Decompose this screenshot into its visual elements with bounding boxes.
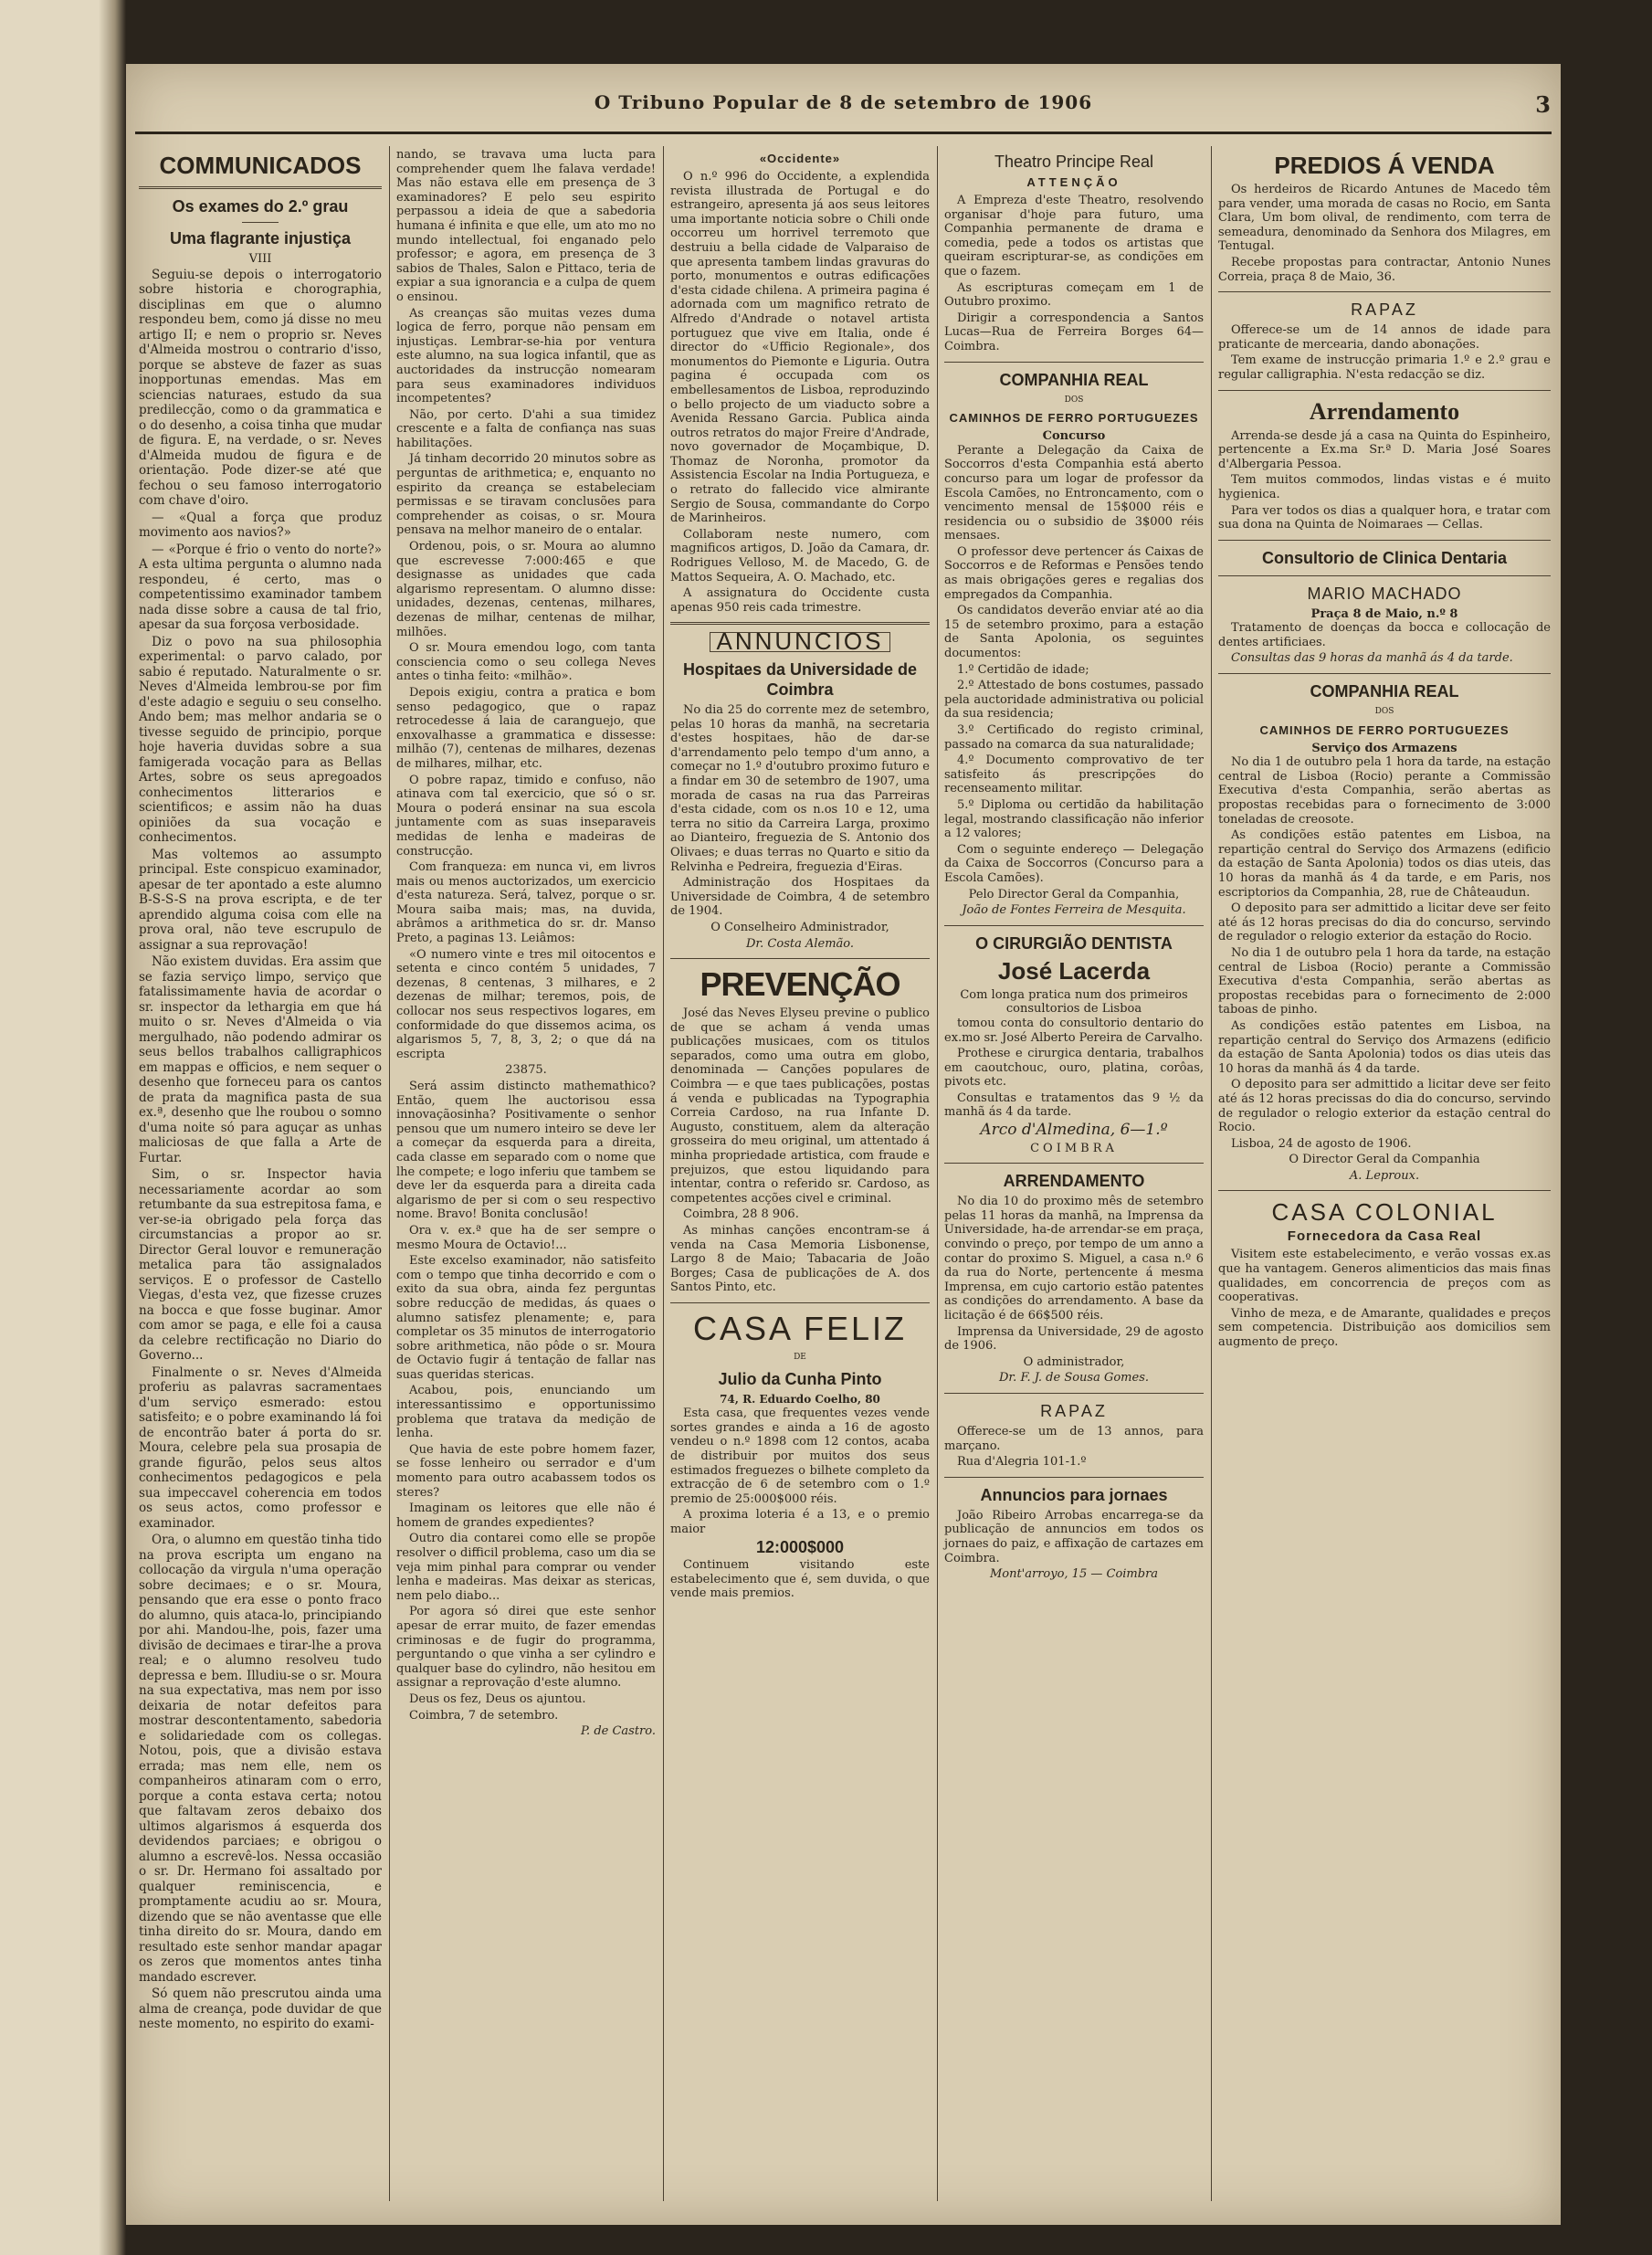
paragraph: As creanças são muitas vezes duma logica de ferro, porque não pensam em injustiças. Lembrar-se-hia por ventura este alumno, na sua logica infantil, que as auctoridades da instrucção nomearam para seus examinadores individuos incompetentes? xyxy=(396,306,656,406)
paragraph: A Empreza d'este Theatro, resolvendo organisar d'hoje para futuro, uma Companhia permanente de drama e comedia, pede a todos os artistas que queiram escripturar-se, as condições em que o fazem. xyxy=(944,194,1204,279)
page-number: 3 xyxy=(1535,91,1552,118)
paragraph: As condições estão patentes em Lisboa, na repartição central do Serviço dos Armazens (edificio da estação de Santa Apolonia) todos os dias uteis das 10 horas da manhã ás 4 da tarde. xyxy=(1218,1018,1551,1076)
paragraph: As escripturas começam em 1 de Outubro proximo. xyxy=(944,280,1204,310)
paragraph: Tem muitos commodos, lindas vistas e é muito hygienica. xyxy=(1218,473,1551,501)
paragraph: Só quem não prescrutou ainda uma alma de creança, pode duvidar de que neste momento, no espirito do exami- xyxy=(139,1986,382,2031)
signature-line: Pelo Director Geral da Companhia, xyxy=(968,887,1180,901)
paragraph: Que havia de este pobre homem fazer, se fosse lenheiro ou serrador e d'um momento para outro acabassem todos os steres? xyxy=(396,1442,656,1500)
jornaes-title: Annuncios para jornaes xyxy=(980,1485,1168,1504)
arrend-title: ARRENDAMENTO xyxy=(1003,1172,1145,1191)
paragraph: tomou conta do consultorio dentario do ex.mo sr. José Alberto Pereira de Carvalho. xyxy=(944,1016,1204,1045)
newspaper-page xyxy=(126,64,1561,2225)
paragraph: No dia 25 do corrente mez de setembro, pelas 10 horas da manhã, na secretaria d'estes hospitaes, hão de dar-se d'arrendamento pelo tempo d'um anno, a começar no 1.º d'outubro proximo futuro e a findar em 30 de setembro de 1907, uma morada de casas na rua das Parreiras d'esta cidade, com os n.os 10 e 12, uma terra no sitio da Carreira Larga, proximo ao Dianteiro, freguezia de S. Antonio dos Olivaes; e duas terras no Quarto e sitio da Relvinha e Pedreira, freguezia d'Eiras. xyxy=(670,703,930,874)
paragraph: «O numero vinte e tres mil oitocentos e setenta e cinco contém 5 unidades, 7 dezenas, 8 centenas, 3 milhares, e 2 dezenas de milhar; teremos, pois, de collocar nos seus respectivos logares, em conformidade do que dissemos acima, os algarismos 5, 7, 8, 3, 2; o que dá na escripta xyxy=(396,947,656,1061)
paragraph: Lisboa, 24 de agosto de 1906. xyxy=(1231,1136,1412,1151)
list-item: 5.º Diploma ou certidão da habilitação legal, mostrando classificação não inferior a 12 valores; xyxy=(944,797,1204,841)
column-divider xyxy=(663,146,664,2201)
signature: João de Fontes Ferreira de Mesquita. xyxy=(962,903,1186,918)
header-rule xyxy=(135,132,1552,134)
paragraph: Coimbra, 7 de setembro. xyxy=(409,1708,559,1723)
paragraph: Para ver todos os dias a qualquer hora, e tratar com sua dona na Quinta de Noimaraes — Cellas. xyxy=(1218,503,1551,532)
paragraph: Sim, o sr. Inspector havia necessariamente acordar ao som retumbante da sua estrepitosa fama, e ver-se-ia obrigado pela força das circumstancias a propor ao sr. Director Geral louvor e remuneração metalica para tão assignalados serviços. E o professor de Castello Viegas, d'esta vez, que fizesse cruzes na bocca e que fosse buginar. Amor com amor se paga, e elle foi a causa da celebre rectificação no Diario do Governo... xyxy=(139,1167,382,1363)
jornaes-address: Mont'arroyo, 15 — Coimbra xyxy=(989,1567,1159,1582)
paragraph: Ora v. ex.ª que ha de ser sempre o mesmo Moura de Octavio!... xyxy=(396,1223,656,1252)
paragraph: A proxima loteria é a 13, e o premio maior xyxy=(670,1508,930,1536)
column-divider xyxy=(389,146,390,2201)
dentista-city: COIMBRA xyxy=(1030,1141,1118,1155)
casafeliz-address: 74, R. Eduardo Coelho, 80 xyxy=(720,1392,880,1406)
paragraph: Deus os fez, Deus os ajuntou. xyxy=(409,1691,586,1706)
rapaz-title: RAPAZ xyxy=(1040,1401,1108,1420)
article-part: VIII xyxy=(248,252,272,266)
column-3 xyxy=(670,148,930,1603)
arrend-title: Arrendamento xyxy=(1309,397,1460,425)
signature: Dr. Costa Alemão. xyxy=(745,936,855,951)
paragraph: João Ribeiro Arrobas encarrega-se da publicação de annuncios em todos os jornaes do paiz, e affixação de cartazes em Coimbra. xyxy=(944,1508,1204,1565)
casafeliz-prize: 12:000$000 xyxy=(755,1537,845,1556)
paragraph: Os candidatos deverão enviar até ao dia 15 de setembro proximo, para a estação de Santa Apolonia, os seguintes documentos: xyxy=(944,604,1204,661)
cr2-servico: Serviço dos Armazens xyxy=(1311,741,1457,755)
casafeliz-name: Julio da Cunha Pinto xyxy=(718,1369,882,1388)
annuncios-heading: ANNUNCIOS xyxy=(710,632,889,652)
paragraph: Tratamento de doenças da bocca e collocação de dentes artificiaes. xyxy=(1218,621,1551,649)
cr2-subtitle: CAMINHOS DE FERRO PORTUGUEZES xyxy=(1259,722,1510,737)
paragraph: As minhas canções encontram-se á venda na Casa Memoria Lisbonense, Largo 8 de Maio; Tabacaria de João Borges; Casa de publicações de A. dos Santos Pinto, etc. xyxy=(670,1224,930,1295)
paragraph: Consultas e tratamentos das 9 ½ da manhã ás 4 da tarde. xyxy=(944,1091,1204,1120)
column-1 xyxy=(139,148,382,2034)
paragraph: — «Qual a força que produz movimento aos navios?» xyxy=(139,510,382,540)
list-item: 4.º Documento comprovativo de ter satisfeito ás prescripções do recenseamento militar. xyxy=(944,753,1204,796)
paragraph: Arrenda-se desde já a casa na Quinta do Espinheiro, pertencente a Ex.ma Sr.ª D. Maria José Soares d'Albergaria Pessoa. xyxy=(1218,428,1551,471)
paragraph: No dia 1 de outubro pela 1 hora da tarde, na estação central de Lisboa (Rocio) perante a Commissão Executiva d'esta Companhia, serão abertas as propostas recebidas para o fornecimento de 2:000 taboas de pinho. xyxy=(1218,945,1551,1017)
dentista-address: Arco d'Almedina, 6—1.º xyxy=(980,1121,1168,1140)
dentista-subtitle: Com longa pratica num dos primeiros consultorios de Lisboa xyxy=(960,987,1188,1017)
paragraph: Vinho de meza, e de Amarante, qualidades e preços sem competencia. Distribuição aos domicilios sem augmento de preço. xyxy=(1218,1306,1551,1350)
paragraph: Por agora só direi que este senhor apesar de errar muito, de fazer emendas criminosas e de fugir do programma, perguntando o que vinha a ser cylindro e qualquer base do cylindro, não hesitou em assignar a reprovação d'este alumno. xyxy=(396,1605,656,1691)
binding-crease xyxy=(99,0,126,2255)
paragraph: Continuem visitando este estabelecimento que é, sem duvida, o que vende mais premios. xyxy=(670,1558,930,1601)
cr2-dos: DOS xyxy=(1374,707,1394,717)
paragraph: Visitem este estabelecimento, e verão vossas ex.as que ha vantagem. Generos alimenticios das mais finas qualidades, em concorrencia de preços com as cooperativas. xyxy=(1218,1248,1551,1305)
paragraph: O sr. Moura emendou logo, com tanta consciencia como o seu collega Neves antes o tinha feito: «milhão». xyxy=(396,641,656,684)
casafeliz-de: DE xyxy=(794,1352,806,1362)
paragraph: Depois exigiu, contra a pratica e bom senso pedagogico, que o rapaz retrocedesse á laia de caranguejo, que enxovalhasse a grammatica e dissesse: milhão (7), centenas de milhares, dezenas de milhares, milhar, etc. xyxy=(396,685,656,771)
paragraph: Seguiu-se depois o interrogatorio sobre historia e chorographia, disciplinas em que o alumno respondeu bem, como já disse no meu artigo II; e nem o proprio sr. Neves d'Almeida mostrou o contrario d'isso, porque se absteve de fazer as suas inopportunas emendas. Mas em sciencias naturaes, estudo da sua predilecção, como o da grammatica e o do desenho, a coisa tinha que mudar de figura. E, na verdade, o sr. Neves d'Almeida mudou de figura e de orientação. Pode dizer-se até que fechou o seu famoso interrogatorio com chave d'oiro. xyxy=(139,267,382,508)
paragraph: Já tinham decorrido 20 minutos sobre as perguntas de arithmetica; e, enquanto no espirito da creança se estabeleciam permissas e se tiravam conclusões para comprehender as coisas, o sr. Moura pensava na melhor maneiro de o entalar. xyxy=(396,452,656,538)
dentista-name: José Lacerda xyxy=(997,956,1151,985)
paragraph: O professor deve pertencer ás Caixas de Soccorros e de Reformas e Pensões tendo as mais obrigações geres e regalias dos empregados da Companhia. xyxy=(944,544,1204,602)
page-left-edge xyxy=(0,0,126,2255)
paragraph: Com franqueza: em nunca vi, em livros mais ou menos auctorizados, um exercicio d'esta natureza. Será, talvez, porque o sr. Moura saiba mais; mas, na duvida, abrâmos a arithmetica do sr. dr. Manso Preto, a paginas 13. Leiâmos: xyxy=(396,860,656,946)
occidente-title: «Occidente» xyxy=(759,152,841,165)
signature: A. Leproux. xyxy=(1349,1168,1420,1183)
paragraph: — «Porque é frio o vento do norte?» A esta ultima pergunta o alumno nada respondeu, é certo, mas o competentissimo examinador tambem nada disse sobre a causa de tal frio, apesar da sua forçosa verbosidade. xyxy=(139,542,382,632)
paragraph: Ora, o alumno em questão tinha tido na prova escripta um engano na collocação da virgula n'uma operação sobre decimaes; e o sr. Moura, pensando que era esse o ponto fraco do alumno, quis ataca-lo, principiando por ahi. Mandou-lhe, pois, fazer uma divisão de decimaes e tirar-lhe a prova real; e o alumno resolveu tudo depressa e bem. Illudiu-se o sr. Moura na sua expectativa, mas nem por isso deixaria de notar defeitos para mostrar descontentamento, sabedoria e solidariedade com os collegas. Notou, pois, que a divisão estava errada; mas nem elle, nem os companheiros atinaram com o erro, porque a conta estava certa; notou que faltavam zeros debaixo dos ultimos algarismos á esquerda dos devidendos parciaes; e obrigou o alumno a escrevê-los. Nessa occasião o sr. Dr. Hermano foi assaltado por qualquer reminiscencia, e promptamente acudiu ao sr. Moura, dizendo que se não aventasse que elle tinha direito do sr. Moura, dando em resultado este senhor mandar apagar os zeros que momentos antes tinha mandado escrever. xyxy=(139,1533,382,1985)
column-divider xyxy=(937,146,938,2201)
column-5 xyxy=(1218,148,1551,1352)
paragraph: Collaboram neste numero, com magnificos artigos, D. João da Camara, dr. Rodrigues Velloso, M. de Macedo, G. de Mattos Sequeira, A. O. Machado, etc. xyxy=(670,527,930,585)
paragraph: O pobre rapaz, timido e confuso, não atinava com tal exercicio, que só o sr. Moura o poderá ensinar na sua escola juntamente com as suas inseparaveis medidas de lenha e madeiras de construcção. xyxy=(396,773,656,859)
paragraph: Administração dos Hospitaes da Universidade de Coimbra, 4 de setembro de 1904. xyxy=(670,876,930,919)
paragraph: José das Neves Elyseu previne o publico de que se acham á venda umas publicações musicaes, com os titulos separados, como uma outra em globo, denominada — Canções populares de Coimbra — e que taes publicações, postas á venda e publicadas na Typographia Correia Cardoso, na rua Infante D. Augusto, constituem, alem da alteração grosseira do meu original, um attentado á minha propriedade artistica, com fraude e prejuizos, que estou liquidando para intentar, contra o referido sr. Cardoso, as competentes acções civel e criminal. xyxy=(670,1006,930,1206)
predios-title: PREDIOS Á VENDA xyxy=(1274,152,1495,179)
signature: P. de Castro. xyxy=(580,1724,656,1739)
header-title: O Tribuno Popular de 8 de setembro de 1906 xyxy=(594,91,1093,113)
paragraph: Dirigir a correspondencia a Santos Lucas—Rua de Ferreira Borges 64—Coimbra. xyxy=(944,311,1204,353)
cr1-dos: DOS xyxy=(1064,395,1084,405)
paragraph: A assignatura do Occidente custa apenas 950 reis cada trimestre. xyxy=(670,586,930,615)
paragraph: Não, por certo. D'ahi a sua timidez crescente e a falta de confiança nas suas habilitações. xyxy=(396,407,656,450)
colonial-title: CASA COLONIAL xyxy=(1271,1198,1498,1227)
paragraph: Offerece-se um de 13 annos, para marçano. xyxy=(944,1424,1204,1453)
column-4 xyxy=(944,148,1204,1584)
paragraph: Imaginam os leitores que elle não é homem de grandes expedientes? xyxy=(396,1502,656,1530)
paragraph: Não existem duvidas. Era assim que se fazia serviço limpo, serviço que fatalissimamente havia de acordar o sr. inspector da lethargia em que há muito o sr. Neves d'Almeida o via mergulhado, não podendo admirar os seus bellos trabalhos calligraphicos em mappas e officios, e nem sequer o desenho que forneceu para os cantos de prata da magnifica pasta de sua ex.ª, desenho que lhe roubou o somno d'uma noite só para aguçar as unhas maliciosas de que falla a Arte de Furtar. xyxy=(139,954,382,1165)
paragraph: 23875. xyxy=(505,1063,547,1078)
article-title: Uma flagrante injustiça xyxy=(169,229,352,248)
paragraph: Tem exame de instrucção primaria 1.º e 2.º grau e regular calligraphia. N'esta redacção se diz. xyxy=(1218,353,1551,382)
paragraph: Este excelso examinador, não satisfeito com o tempo que tinha decorrido e com o exito da sua obra, ainda fez perguntas sobre reducção de medidas, ás quaes o alumno satisfez plenamente; e, para completar os 35 minutos de interrogatorio sobre arithmetica, não pôde o sr. Moura de Octavio fugir á tentação de fallar nas suas queridas stericas. xyxy=(396,1254,656,1382)
theatro-title: Theatro Principe Real xyxy=(994,153,1154,171)
prevencao-title: PREVENÇÃO xyxy=(700,965,900,1004)
column-divider xyxy=(1211,146,1212,2201)
page-header xyxy=(126,91,1561,128)
paragraph: O deposito para ser admittido a licitar deve ser feito até ás 12 horas precissas do dia do concurso, servindo de regulador o relogio exterior da estação central do Rocio. xyxy=(1218,1078,1551,1135)
theatro-subtitle: ATTENÇÃO xyxy=(1026,175,1121,189)
casafeliz-title: CASA FELIZ xyxy=(692,1309,908,1347)
colonial-subtitle: Fornecedora da Casa Real xyxy=(1287,1228,1482,1245)
paragraph: Prothese e cirurgica dentaria, trabalhos em caoutchouc, ouro, platina, corôas, pivots etc. xyxy=(944,1047,1204,1090)
paragraph: Outro dia contarei como elle se propõe resolver o difficil problema, caso um dia se veja mim pinhal para comprar ou vender lenha e madeiras. Mas deixar as stericas, nem pelo diabo... xyxy=(396,1532,656,1603)
paragraph: O deposito para ser admittido a licitar deve ser feito até ás 12 horas precisas do dia do concurso, servindo de regulador o relogio exterior da estação do Rocio. xyxy=(1218,901,1551,944)
signature: Dr. F. J. de Sousa Gomes. xyxy=(998,1371,1150,1386)
list-item: 3.º Certificado do registo criminal, passado na comarca da sua naturalidade; xyxy=(944,723,1204,752)
paragraph: Mas voltemos ao assumpto principal. Este conspicuo examinador, apesar de ter apontado a este alumno B-S-S-S na prova escripta, e de ter aprendido alguma coisa com elle na prova oral, não teve escrupulo de assignar a sua reprovação! xyxy=(139,847,382,953)
paragraph: Offerece-se um de 14 annos de idade para praticante de mercearia, dando abonações. xyxy=(1218,323,1551,352)
paragraph: Rua d'Alegria 101-1.º xyxy=(957,1455,1087,1470)
consult-name: MARIO MACHADO xyxy=(1307,584,1462,603)
paragraph: O n.º 996 do Occidente, a explendida revista illustrada de Portugal e do estrangeiro, apresenta já aos seus leitores uma importante noticia sobre o Chili onde occorreu um horrivel terremoto que destruiu a bella cidade de Valparaiso de que apresenta tambem lindas gravuras do porto, monumentos e outras edificações d'esta cidade chilena. A primeira pagina é adornada com um magnifico retrato de Alfredo d'Andrade o notavel artista portuguez que vive em Italia, onde é director do «Ufficio Regionale», dos monumentos do Piemonte e Liguria. Outra pagina é occupada com os embellesamentos de Lisboa, reproduzindo o bello projecto de um viaducto sobre a Avenida Ressano Garcia. Publica ainda outros retratos do major Freire d'Andrade, novo governador de Moçambique, D. Thomaz de Noronha, promotor da Assistencia Escolar na India Portugueza, e o retrato do fallecido vice almirante Sergio de Sousa, commandante do Corpo de Marinheiros. xyxy=(670,170,930,526)
cr1-title: COMPANHIA REAL xyxy=(999,370,1149,389)
paragraph: Coimbra, 28 8 906. xyxy=(683,1207,799,1222)
signature-line: O Conselheiro Administrador, xyxy=(710,920,889,934)
paragraph: Esta casa, que frequentes vezes vende sortes grandes e ainda a 16 de agosto vendeu o n.º 1898 com 12 contos, acaba de distribuir por muitos dos seus estimados freguezes o bilhete completo da extracção de 6 de setembro com o 1.º premio de 25:000$000 réis. xyxy=(670,1407,930,1506)
paragraph: Acabou, pois, enunciando um interessantissimo e opportunissimo problema que tratava da medição de lenha. xyxy=(396,1384,656,1441)
dentista-title: O CIRURGIÃO DENTISTA xyxy=(975,933,1173,953)
consult-address: Praça 8 de Maio, n.º 8 xyxy=(1310,606,1458,621)
consult-title: Consultorio de Clinica Dentaria xyxy=(1261,548,1508,567)
paragraph: No dia 10 do proximo mês de setembro pelas 11 horas da manhã, na Imprensa da Universidade, ha-de arrendar-se em praça, convindo o preço, por tempo de um anno a contar do proximo S. Miguel, a casa n.º 6 da rua do Norte, pertencente á mesma Imprensa, em cujo cartorio estão patentes as condições do arrendamento. A base da licitação é de 66$500 réis. xyxy=(944,1195,1204,1322)
paragraph: Consultas das 9 horas da manhã ás 4 da tarde. xyxy=(1231,651,1513,666)
rapaz-title: RAPAZ xyxy=(1351,300,1418,320)
cr1-concurso: Concurso xyxy=(1042,429,1106,444)
column-2 xyxy=(396,148,656,1741)
signature-line: O Director Geral da Companhia xyxy=(1289,1153,1480,1167)
list-item: 2.º Attestado de bons costumes, passado pela auctoridade administrativa ou policial da sua residencia; xyxy=(944,679,1204,722)
cr1-subtitle: CAMINHOS DE FERRO PORTUGUEZES xyxy=(949,411,1199,426)
paragraph: Será assim distincto mathemathico? Então, quem lhe auctorisou essa innovaçãosinha? Positivamente o senhor pensou que um numero inteiro se deve ler a começar da esquerda para a direita, cada classe em separado com o nome que lhe compete; e logo inferiu que tambem se deve ler da esquerda para a direita cada algarismo de per si com o seu respectivo nome. Bravo! Bonita conclusão! xyxy=(396,1080,656,1222)
paragraph: As condições estão patentes em Lisboa, na repartição central do Serviço dos Armazens (edificio da estação de Santa Apolonia) todos os dias uteis, das 10 horas da manhã ás 4 da tarde, e em Paris, nos escriptorios da Companhia, 28, rue de Châteaudun. xyxy=(1218,828,1551,900)
paragraph: Perante a Delegação da Caixa de Soccorros d'esta Companhia está aberto concurso para um logar de professor da Escola Camões, no Entroncamento, com o vencimento mensal de 15$000 réis e residencia ou o subsidio de 3$000 réis mensaes. xyxy=(944,443,1204,543)
paragraph: Ordenou, pois, o sr. Moura ao alumno que escrevesse 7:000:465 e que designasse as unidades que cada algarismo representam. O alumno disse: unidades, dezenas, centenas, milhares, dezenas de milhar, centenas de milhar, milhões. xyxy=(396,540,656,639)
list-item: Com o seguinte endereço — Delegação da Caixa de Soccorros (Concurso para a Escola Camões). xyxy=(944,842,1204,885)
hospitaes-title: Hospitaes da Universidade de Coimbra xyxy=(682,660,918,699)
paragraph: Diz o povo na sua philosophia experimental: o parvo calado, por sabio é reputado. Naturalmente o sr. Neves d'Almeida lembrou-se por fim d'este adagio e seguiu o seu conselho. Ando bem; mas melhor andaria se o tivesse seguido de principio, porque hoje haveria duvidas sobre a sua famigerada vocação para as Bellas Artes, sobre os seus apregoados conhecimentos litterarios e scientificos; e assim não ha duas opiniões da sua vocação e conhecimentos. xyxy=(139,634,382,845)
list-item: 1.º Certidão de idade; xyxy=(957,662,1089,677)
paragraph: Imprensa da Universidade, 29 de agosto de 1906. xyxy=(944,1324,1204,1354)
paragraph: Os herdeiros de Ricardo Antunes de Macedo têm para vender, uma morada de casas no Rocio, em Santa Clara, Um bom olival, de rendimento, com terra de semeadura, denominado da Senhora dos Milagres, em Tentugal. xyxy=(1218,183,1551,254)
paragraph: No dia 1 de outubro pela 1 hora da tarde, na estação central de Lisboa (Rocio) perante a Commissão Executiva d'esta Companhia, serão abertas as propostas recebidas para o fornecimento de 3:000 toneladas de creosote. xyxy=(1218,755,1551,827)
cr2-title: COMPANHIA REAL xyxy=(1310,682,1459,701)
signature-line: O administrador, xyxy=(1023,1354,1125,1369)
paragraph: Recebe propostas para contractar, Antonio Nunes Correia, praça 8 de Maio, 36. xyxy=(1218,255,1551,284)
paragraph: Finalmente o sr. Neves d'Almeida proferiu as palavras sacramentaes d'um serviço esmerado: estou satisfeito; e o pobre examinando lá foi de encontrão bater á porta do sr. Moura, celebre pela sua prosapia de grande figurão, pelos seus altos conhecimentos pedagogicos e pela sua impeccavel coherencia em todos os seus actos, como professor e examinador. xyxy=(139,1365,382,1531)
article-subtitle: Os exames do 2.º grau xyxy=(172,197,349,216)
paragraph: nando, se travava uma lucta para comprehender quem lhe falava verdade! Mas não estava elle em presença de 3 examinadores? E pelo seu espirito perpassou a ideia de que a sabedoria humana é infinita e que elle, um ato mo no mundo intellectual, foi enganado pelo professor; e agora, em presença de 3 sabios de Thales, Salon e Pittaco, teria de expiar a sua ignorancia e a culpa de quem o ensinou. xyxy=(396,148,656,304)
section-title: COMMUNICADOS xyxy=(159,152,362,179)
